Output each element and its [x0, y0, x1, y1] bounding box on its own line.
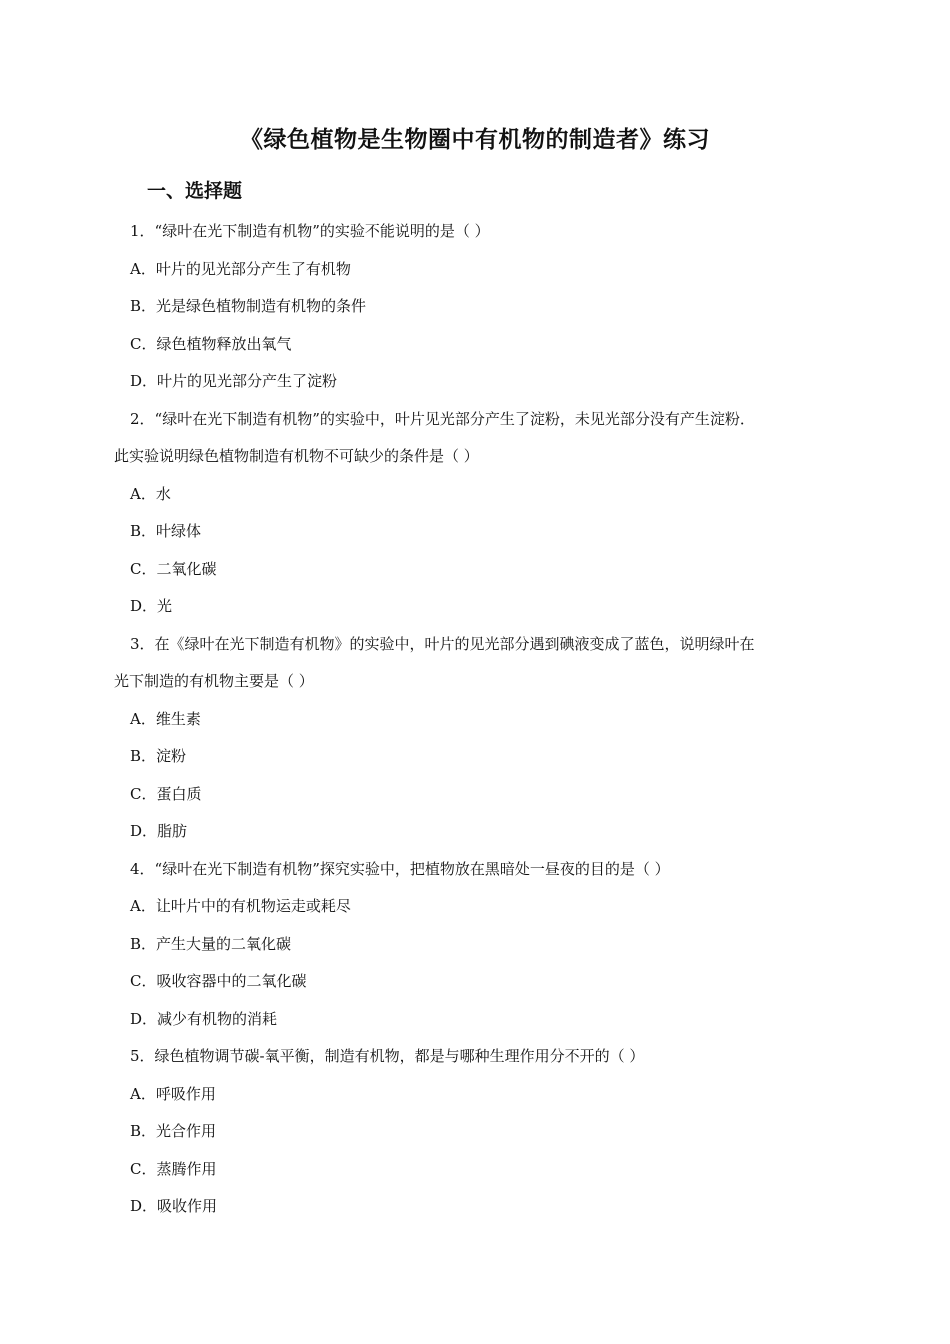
answer-option-a: A．呼吸作用	[130, 1084, 216, 1103]
answer-option-a: A．维生素	[130, 709, 201, 728]
answer-option-d: D．叶片的见光部分产生了淀粉	[130, 372, 338, 390]
question-4	[114, 851, 834, 1039]
answer-option-d: D．减少有机物的消耗	[130, 1009, 278, 1028]
question-stem-continuation: 此实验说明绿色植物制造有机物不可缺少的条件是（ ）	[114, 447, 479, 465]
answer-option-c: C．绿色植物释放出氧气	[130, 334, 292, 353]
answer-option-a: A．让叶片中的有机物运走或耗尽	[130, 897, 351, 915]
question-stem: 1．“绿叶在光下制造有机物”的实验不能说明的是（ ）	[130, 222, 490, 240]
question-stem-continuation: 光下制造的有机物主要是（ ）	[114, 672, 314, 690]
question-stem: 5．绿色植物调节碳-氧平衡，制造有机物，都是与哪种生理作用分不开的（ ）	[130, 1047, 645, 1065]
question-5	[114, 1038, 834, 1226]
answer-option-b: B．产生大量的二氧化碳	[130, 934, 292, 953]
question-stem: 3．在《绿叶在光下制造有机物》的实验中，叶片的见光部分遇到碘液变成了蓝色，说明绿叶在	[130, 634, 755, 653]
document-title: 《绿色植物是生物圈中有机物的制造者》练习	[240, 127, 710, 153]
answer-option-c: C．蒸腾作用	[130, 1159, 217, 1178]
section-heading: 一、选择题	[147, 180, 243, 202]
answer-option-b: B．光合作用	[130, 1122, 217, 1140]
answer-option-b: B．叶绿体	[130, 522, 202, 540]
answer-option-a: A．叶片的见光部分产生了有机物	[130, 259, 351, 278]
question-list	[114, 213, 834, 1226]
question-3	[114, 626, 834, 851]
answer-option-d: D．光	[130, 597, 173, 615]
question-2	[114, 401, 834, 626]
question-stem: 2．“绿叶在光下制造有机物”的实验中，叶片见光部分产生了淀粉，未见光部分没有产生淀粉．	[130, 409, 755, 428]
answer-option-d: D．吸收作用	[130, 1197, 218, 1215]
question-1	[114, 213, 834, 401]
answer-option-b: B．淀粉	[130, 747, 187, 765]
answer-option-a: A．水	[130, 484, 171, 503]
question-stem: 4．“绿叶在光下制造有机物”探究实验中，把植物放在黑暗处一昼夜的目的是（ ）	[130, 859, 670, 878]
answer-option-d: D．脂肪	[130, 822, 188, 840]
answer-option-c: C．二氧化碳	[130, 559, 217, 578]
answer-option-c: C．吸收容器中的二氧化碳	[130, 972, 307, 990]
answer-option-b: B．光是绿色植物制造有机物的条件	[130, 297, 367, 315]
answer-option-c: C．蛋白质	[130, 784, 202, 803]
